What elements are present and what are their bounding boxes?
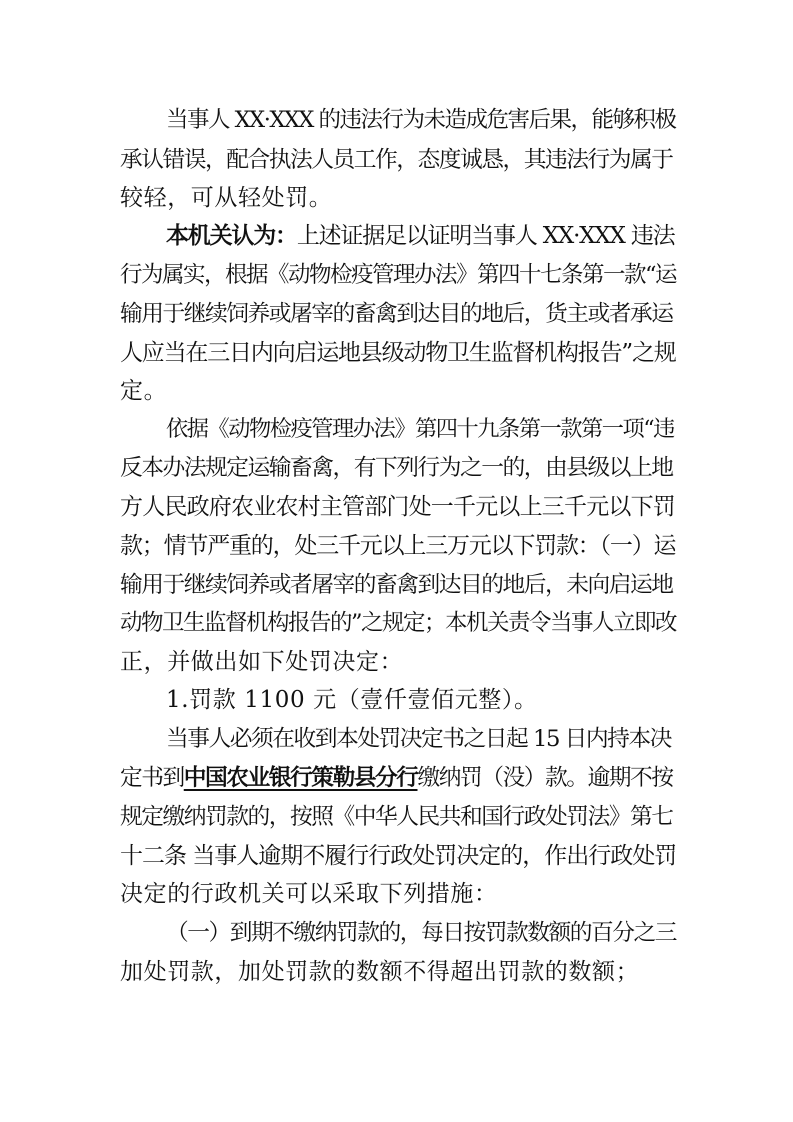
text-line: 正，并做出如下处罚决定：: [120, 649, 404, 675]
text-line: 承认错误，配合执法人员工作，态度诚恳，其违法行为属于: [120, 147, 673, 173]
text-line: 输用于继续饲养或屠宰的畜禽到达目的地后，货主或者承运: [120, 301, 673, 327]
text-line: 人应当在三日内向启运地县级动物卫生监督机构报告”之规: [120, 340, 676, 366]
text-line: 依据《动物检疫管理办法》第四十九条第一款第一项“违: [166, 416, 674, 442]
text-line: 规定缴纳罚款的，按照《中华人民共和国行政处罚法》第七: [120, 804, 673, 830]
text-line: 款；情节严重的，处三千元以上三万元以下罚款：（一）运: [120, 533, 676, 559]
text-line: [166, 220, 674, 252]
text-line: 当事人 XX·XXX 的违法行为未造成危害后果，能够积极: [166, 107, 676, 133]
text-span: 上述证据足以证明当事人 XX·XXX 违法: [296, 223, 675, 249]
conclusion-heading: 本机关认为：: [166, 222, 297, 249]
text-line: [120, 762, 673, 794]
text-line: 动物卫生监督机构报告的”之规定；本机关责令当事人立即改: [120, 610, 677, 636]
text-line: 输用于继续饲养或者屠宰的畜禽到达目的地后，未向启运地: [120, 572, 673, 598]
text-line: 较轻，可从轻处罚。: [120, 185, 333, 211]
text-line: 决定的行政机关可以采取下列措施：: [120, 881, 498, 907]
text-line: 加处罚款，加处罚款的数额不得超出罚款的数额；: [120, 959, 640, 985]
text-line: 十二条 当事人逾期不履行行政处罚决定的，作出行政处罚: [120, 843, 677, 869]
text-line: 当事人必须在收到本处罚决定书之日起 15 日内持本决: [166, 726, 671, 752]
text-line: 行为属实，根据《动物检疫管理办法》第四十七条第一款“运: [120, 262, 677, 288]
text-line: 定。: [120, 378, 168, 404]
text-line: 方人民政府农业农村主管部门处一千元以上三千元以下罚: [120, 494, 676, 520]
bank-name: 中国农业银行策勒县分行: [183, 765, 418, 791]
text-span: 定书到: [120, 765, 184, 791]
penalty-item: 1.罚款 1100 元（壹仟壹佰元整）。: [166, 687, 538, 713]
text-line: （一）到期不缴纳罚款的，每日按罚款数额的百分之三: [166, 920, 676, 946]
text-span: 缴纳罚（没）款。逾期不按: [417, 765, 673, 791]
text-line: 反本办法规定运输畜禽，有下列行为之一的，由县级以上地: [120, 455, 673, 481]
